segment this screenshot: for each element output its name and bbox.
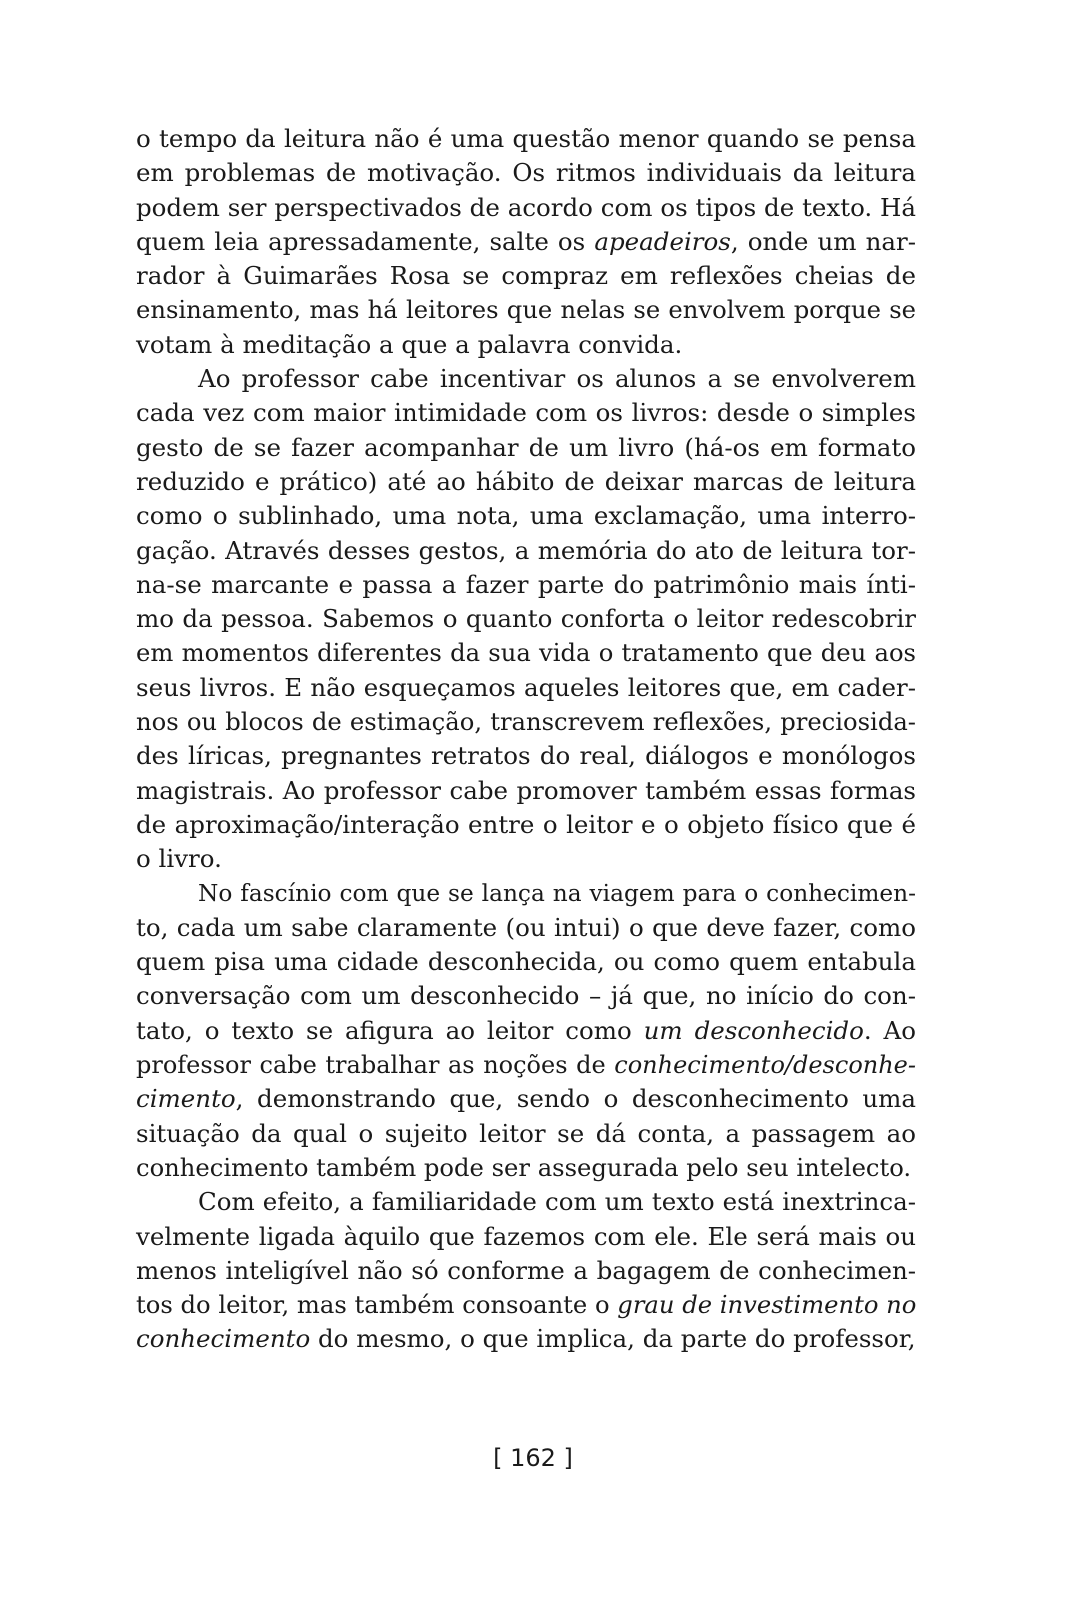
text-line bbox=[136, 191, 916, 225]
text-segment: mo da pessoa. Sabemos o quanto conforta o leitor redescobrir bbox=[136, 604, 916, 634]
text-segment: des líricas, pregnantes retratos do real, diálogos e monólogos bbox=[136, 741, 916, 771]
text-segment: , onde um nar- bbox=[730, 226, 917, 256]
text-segment: menos inteligível não só conforme a bagagem de conhecimen- bbox=[136, 1255, 916, 1285]
text-line bbox=[136, 1082, 916, 1116]
page-number: [ 162 ] bbox=[493, 1444, 573, 1472]
text-line bbox=[136, 431, 916, 465]
text-segment: , demonstrando que, sendo o desconhecimento uma bbox=[235, 1084, 916, 1114]
body-text bbox=[136, 122, 916, 1357]
text-segment: tato, o texto se afigura ao leitor como bbox=[136, 1015, 644, 1045]
text-line bbox=[136, 877, 916, 911]
text-line bbox=[136, 1117, 916, 1151]
text-segment: professor cabe trabalhar as noções de bbox=[136, 1051, 615, 1080]
text-line bbox=[136, 1322, 916, 1356]
text-line bbox=[136, 259, 916, 293]
text-segment: o livro. bbox=[136, 844, 222, 874]
text-line bbox=[136, 568, 916, 602]
text-line bbox=[136, 1254, 916, 1288]
text-line bbox=[136, 225, 916, 259]
text-segment: magistrais. Ao professor cabe promover também essas formas bbox=[136, 775, 916, 805]
text-segment: ensinamento, mas há leitores que nelas se envolvem porque se bbox=[136, 295, 916, 325]
italic-text: conhecimento/desconhe- bbox=[614, 1051, 916, 1080]
italic-text: um desconhecido bbox=[643, 1015, 864, 1045]
text-line bbox=[136, 1151, 916, 1185]
text-line bbox=[136, 534, 916, 568]
text-line bbox=[136, 1288, 916, 1322]
text-line bbox=[136, 945, 916, 979]
text-segment: votam à meditação a que a palavra convida. bbox=[136, 329, 683, 359]
text-line bbox=[136, 1048, 916, 1082]
text-segment: velmente ligada àquilo que fazemos com ele. Ele será mais ou bbox=[136, 1221, 916, 1251]
italic-text: grau de investimento no bbox=[617, 1290, 917, 1320]
text-line bbox=[136, 739, 916, 773]
text-line bbox=[136, 156, 916, 190]
text-line bbox=[136, 122, 916, 156]
text-segment: quem leia apressadamente, salte os bbox=[136, 226, 595, 256]
text-segment: quem pisa uma cidade desconhecida, ou como quem entabula bbox=[136, 947, 916, 977]
text-segment: to, cada um sabe claramente (ou intui) o que deve fazer, como bbox=[136, 912, 916, 942]
text-line bbox=[136, 1185, 916, 1219]
text-segment: como o sublinhado, uma nota, uma exclamação, uma interro- bbox=[136, 501, 916, 531]
text-line bbox=[136, 465, 916, 499]
text-segment: em momentos diferentes da sua vida o tratamento que deu aos bbox=[136, 638, 916, 668]
italic-text: cimento bbox=[136, 1084, 236, 1114]
text-segment: gação. Através desses gestos, a memória do ato de leitura tor- bbox=[136, 535, 916, 565]
text-segment: o tempo da leitura não é uma questão menor quando se pensa bbox=[136, 124, 916, 153]
text-line bbox=[136, 1014, 916, 1048]
text-line bbox=[136, 671, 916, 705]
text-segment: na-se marcante e passa a fazer parte do patrimônio mais ínti- bbox=[136, 569, 916, 599]
text-line bbox=[136, 636, 916, 670]
text-segment: Com efeito, a familiaridade com um texto está inextrinca- bbox=[198, 1187, 916, 1217]
text-line bbox=[136, 979, 916, 1013]
text-segment: em problemas de motivação. Os ritmos individuais da leitura bbox=[136, 158, 916, 188]
text-line bbox=[136, 1220, 916, 1254]
text-segment: reduzido e prático) até ao hábito de deixar marcas de leitura bbox=[136, 466, 916, 496]
text-line bbox=[136, 499, 916, 533]
italic-text: conhecimento bbox=[136, 1324, 311, 1354]
text-segment: . Ao bbox=[863, 1015, 916, 1045]
text-segment: gesto de se fazer acompanhar de um livro (há-os em formato bbox=[136, 432, 916, 462]
text-line bbox=[136, 328, 916, 362]
text-segment: rador à Guimarães Rosa se compraz em reflexões cheias de bbox=[136, 261, 916, 291]
text-segment: No fascínio com que se lança na viagem para o conhecimen- bbox=[198, 879, 916, 907]
text-segment: seus livros. E não esqueçamos aqueles leitores que, em cader- bbox=[136, 672, 916, 702]
text-segment: do mesmo, o que implica, da parte do professor, bbox=[310, 1324, 916, 1354]
text-line bbox=[136, 396, 916, 430]
paragraph bbox=[136, 877, 916, 1186]
text-segment: Ao professor cabe incentivar os alunos a se envolverem bbox=[198, 364, 916, 394]
text-segment: podem ser perspectivados de acordo com os tipos de texto. Há bbox=[136, 192, 916, 222]
paragraph bbox=[136, 1185, 916, 1356]
text-segment: nos ou blocos de estimação, transcrevem reflexões, preciosida- bbox=[136, 707, 916, 737]
italic-text: apeadeiros bbox=[594, 226, 731, 256]
text-line bbox=[136, 293, 916, 327]
text-segment: situação da qual o sujeito leitor se dá conta, a passagem ao bbox=[136, 1118, 916, 1148]
text-line bbox=[136, 362, 916, 396]
text-segment: conhecimento também pode ser assegurada pelo seu intelecto. bbox=[136, 1152, 912, 1182]
text-segment: cada vez com maior intimidade com os livros: desde o simples bbox=[136, 398, 916, 428]
text-line bbox=[136, 808, 916, 842]
text-line bbox=[136, 774, 916, 808]
text-segment: conversação com um desconhecido – já que, no início do con- bbox=[136, 981, 916, 1011]
text-segment: tos do leitor, mas também consoante o bbox=[136, 1290, 618, 1320]
text-line bbox=[136, 705, 916, 739]
text-segment: de aproximação/interação entre o leitor e o objeto físico que é bbox=[136, 809, 916, 839]
text-line bbox=[136, 602, 916, 636]
paragraph bbox=[136, 122, 916, 362]
text-line bbox=[136, 842, 916, 876]
text-line bbox=[136, 911, 916, 945]
paragraph bbox=[136, 362, 916, 876]
